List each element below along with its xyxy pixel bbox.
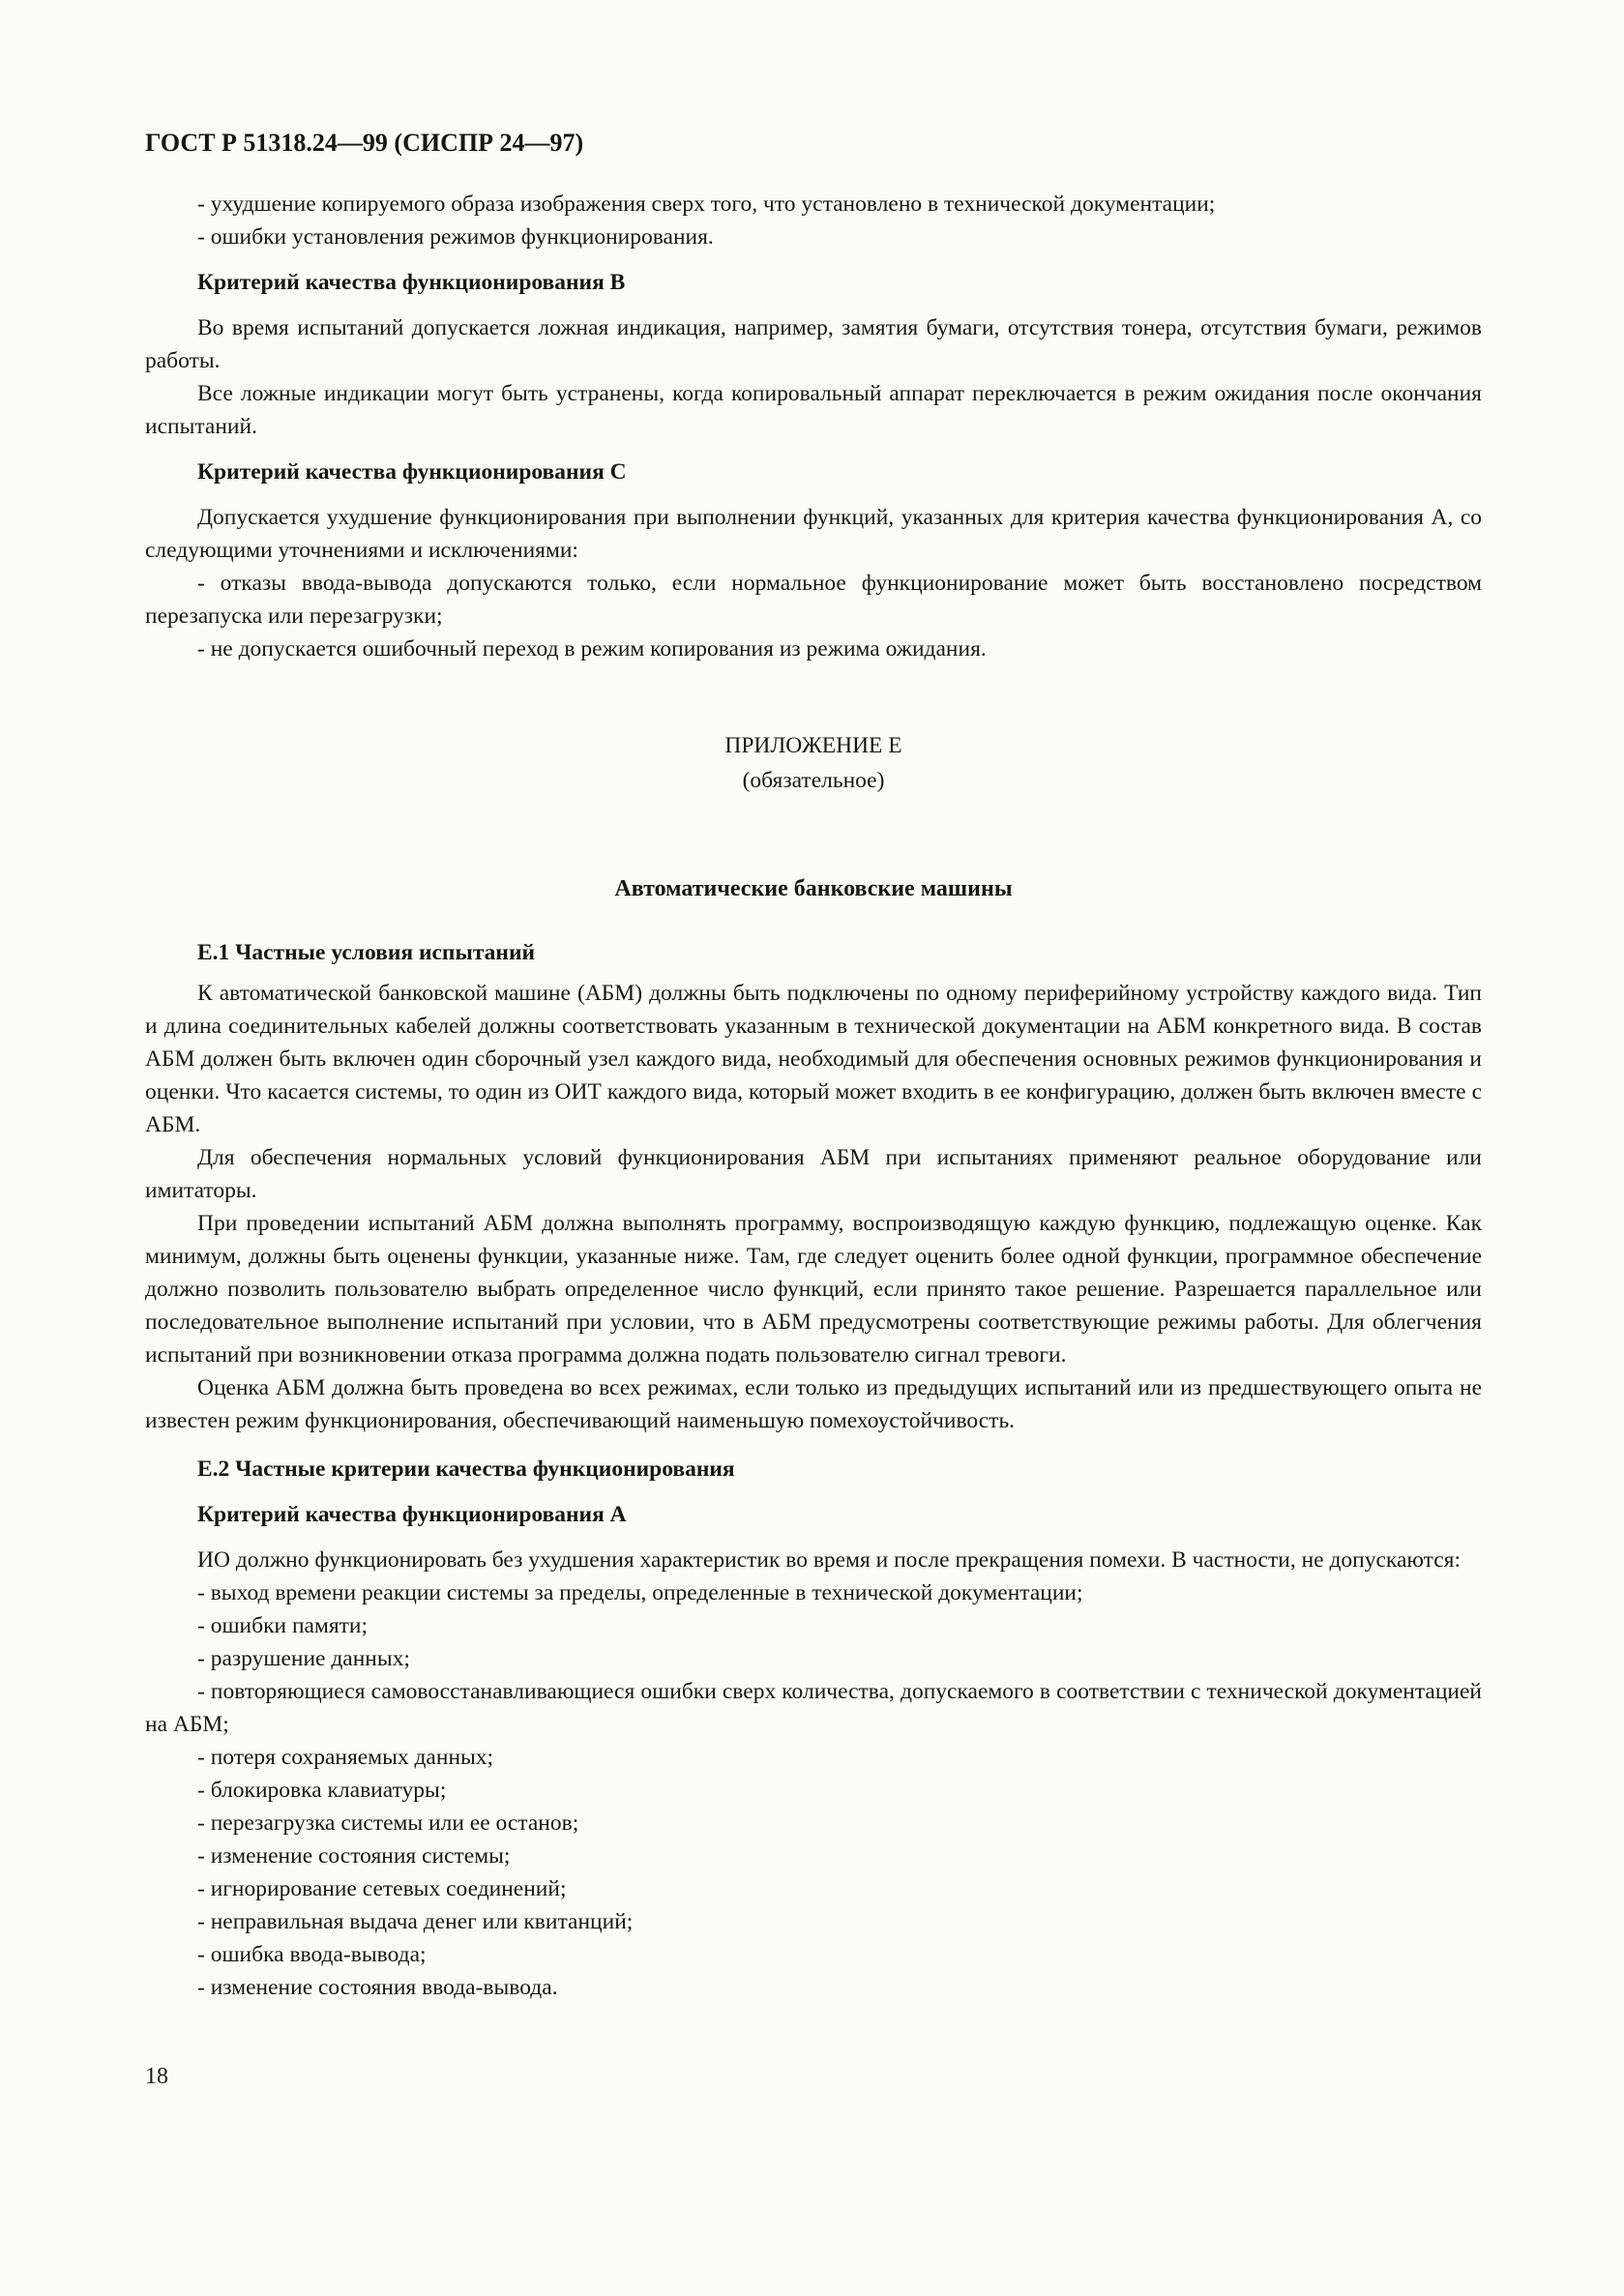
list-item: - ошибка ввода-вывода; [197,1942,427,1967]
list-item: - не допускается ошибочный переход в режим копирования из режима ожидания. [197,636,987,662]
paragraph: Для обеспечения нормальных условий функционирования АБМ при испытаниях применяют реальное оборудование или имитаторы. [145,1145,1482,1203]
paragraph: Все ложные индикации могут быть устранены, когда копировальный аппарат переключается в режим ожидания после окончания испытаний. [145,381,1482,439]
appendix-title: ПРИЛОЖЕНИЕ Е [724,733,902,758]
paragraph: Допускается ухудшение функционирования при выполнении функций, указанных для критерия качества функционирования А, со следующими уточнениями и исключениями: [145,505,1482,563]
list-item: - неправильная выдача денег или квитанций; [197,1909,634,1934]
list-item: - изменение состояния системы; [197,1843,511,1869]
list-item: - отказы ввода-вывода допускаются только, если нормальное функционирование может быть восстановлено посредством перезапуска или перезагрузки; [145,571,1482,629]
list-item: - потеря сохраняемых данных; [197,1745,494,1770]
list-item: - перезагрузка системы или ее останов; [197,1810,579,1836]
list-item: - разрушение данных; [197,1646,410,1671]
paragraph: Во время испытаний допускается ложная индикация, например, замятия бумаги, отсутствия тонера, отсутствия бумаги, режимов работы. [145,315,1482,373]
paragraph: ИО должно функционировать без ухудшения характеристик во время и после прекращения помехи. В частности, не допускаются: [197,1547,1461,1573]
list-item: - ошибки установления режимов функционирования. [197,224,714,250]
criterion-c-heading: Критерий качества функционирования С [197,459,627,485]
paragraph: К автоматической банковской машине (АБМ) должны быть подключены по одному периферийному устройству каждого вида. Тип и длина соединительных кабелей должны соответствовать указанным в технической документации на АБМ конкретного вида. В состав АБМ должен быть включен один сборочный узел каждого вида, необходимый для обеспечения основных режимов функционирования и оценки. Что касается системы, то один из ОИТ каждого вида, который может входить в ее конфигурацию, должен быть включен вместе с АБМ. [145,981,1482,1137]
list-item: - ухудшение копируемого образа изображения сверх того, что установлено в технической документации; [197,191,1216,217]
list-item: - блокировка клавиатуры; [197,1778,447,1803]
section-e2-heading: Е.2 Частные критерии качества функционирования [197,1457,735,1482]
list-item: - повторяющиеся самовосстанавливающиеся ошибки сверх количества, допускаемого в соответствии с технической документацией на АБМ; [145,1679,1482,1737]
appendix-main-title: Автоматические банковские машины [614,876,1013,901]
list-item: - игнорирование сетевых соединений; [197,1876,567,1901]
criterion-a-heading: Критерий качества функционирования А [197,1502,627,1527]
page-number: 18 [145,2064,168,2089]
section-e1-heading: Е.1 Частные условия испытаний [197,940,536,965]
criterion-b-heading: Критерий качества функционирования В [197,270,626,295]
list-item: - выход времени реакции системы за пределы, определенные в технической документации; [197,1580,1083,1605]
document-header: ГОСТ Р 51318.24—99 (СИСПР 24—97) [145,129,584,157]
list-item: - ошибки памяти; [197,1613,369,1638]
list-item: - изменение состояния ввода-вывода. [197,1975,558,2000]
paragraph: Оценка АБМ должна быть проведена во всех режимах, если только из предыдущих испытаний или из предшествующего опыта не известен режим функционирования, обеспечивающий наименьшую помехоустойчивость. [145,1375,1482,1433]
appendix-subtitle: (обязательное) [742,768,885,793]
paragraph: При проведении испытаний АБМ должна выполнять программу, воспроизводящую каждую функцию, подлежащую оценке. Как минимум, должны быть оценены функции, указанные ниже. Там, где следует оценить более одной функции, программное обеспечение должно позволить пользователю выбрать определенное число функций, если принято такое решение. Разрешается параллельное или последовательное выполнение испытаний при условии, что в АБМ предусмотрены соответствующие режимы работы. Для облегчения испытаний при возникновении отказа программа должна подать пользователю сигнал тревоги. [145,1211,1482,1368]
